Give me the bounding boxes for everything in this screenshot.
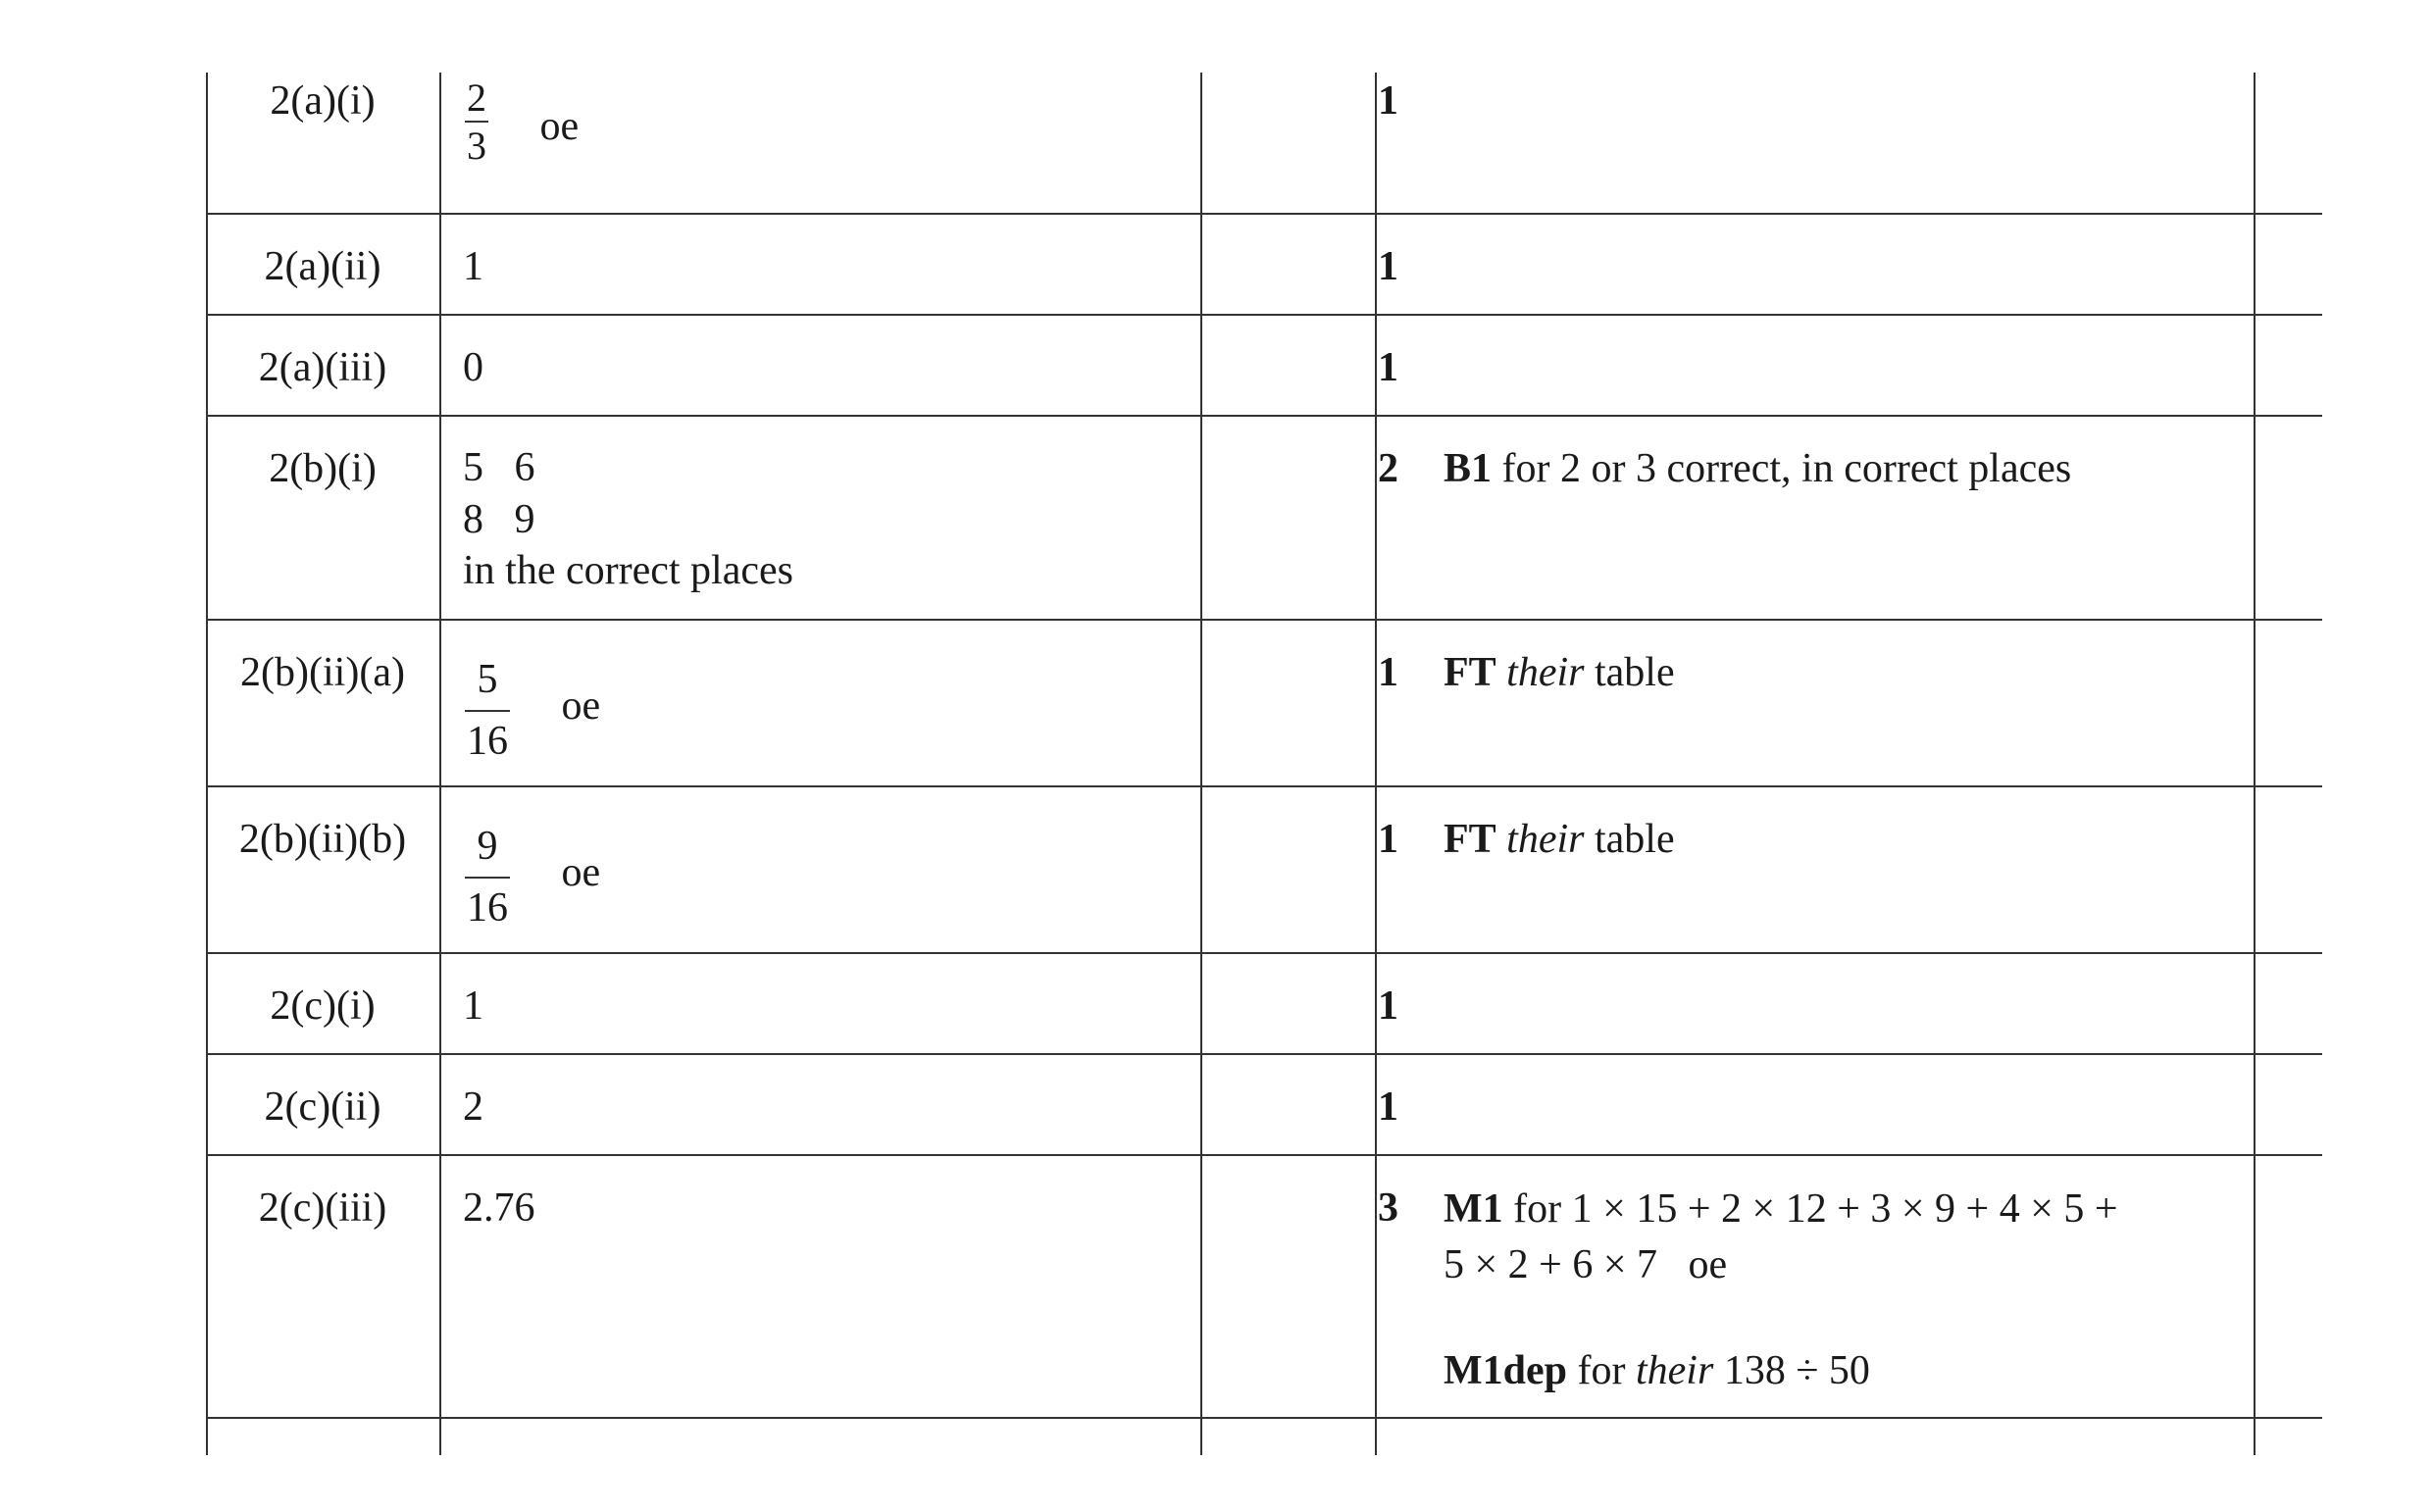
answer-cell <box>439 620 1224 786</box>
guidance-cell <box>1420 214 2322 315</box>
guidance-code: FT <box>1444 817 1496 862</box>
question-number: 2(c)(i) <box>206 953 439 1054</box>
answer-line: in the correct places <box>463 548 793 593</box>
guidance-text: for <box>1567 1348 1636 1394</box>
table-row <box>206 620 2322 786</box>
guidance-cell <box>1420 315 2322 416</box>
guidance-text: table <box>1584 817 1675 862</box>
question-number: 2(a)(ii) <box>206 214 439 315</box>
answer-suffix: oe <box>561 850 601 895</box>
mark-scheme-table <box>206 73 2322 1419</box>
mark-cell: 1 <box>1224 73 1420 214</box>
guidance-m1dep-line <box>1444 1343 2322 1399</box>
mark-cell: 1 <box>1224 214 1420 315</box>
mark-cell: 1 <box>1224 786 1420 953</box>
table-row <box>206 1054 2322 1155</box>
mark-cell: 2 <box>1224 416 1420 620</box>
answer-cell <box>439 786 1224 953</box>
question-number: 2(a)(i) <box>206 73 439 214</box>
question-number: 2(c)(ii) <box>206 1054 439 1155</box>
answer-cell: 2 <box>439 1054 1224 1155</box>
fraction-numerator: 9 <box>477 824 498 869</box>
mark-cell: 1 <box>1224 620 1420 786</box>
answer-line: 8 9 <box>463 496 535 542</box>
table-row <box>206 786 2322 953</box>
guidance-text: for 2 or 3 correct, in correct places <box>1492 446 2072 491</box>
answer-fraction <box>463 817 512 938</box>
guidance-code: FT <box>1444 650 1496 695</box>
guidance-cell <box>1420 1155 2322 1418</box>
fraction-numerator: 5 <box>477 657 498 702</box>
guidance-text: for 1 × 15 + 2 × 12 + 3 × 9 + 4 × 5 + <box>1502 1186 2118 1232</box>
fraction-numerator: 2 <box>467 76 486 120</box>
answer-cell: 2.76 <box>439 1155 1224 1418</box>
guidance-italic: their <box>1506 650 1585 695</box>
table-row <box>206 315 2322 416</box>
guidance-italic: their <box>1506 817 1585 862</box>
table-row <box>206 1155 2322 1418</box>
fraction-denominator: 3 <box>467 124 486 169</box>
table-row <box>206 214 2322 315</box>
mark-cell: 1 <box>1224 1054 1420 1155</box>
table-row <box>206 73 2322 214</box>
guidance-code: M1 <box>1444 1186 1503 1232</box>
answer-cell: 0 <box>439 315 1224 416</box>
question-number: 2(a)(iii) <box>206 315 439 416</box>
question-number: 2(b)(i) <box>206 416 439 620</box>
answer-line: 5 6 <box>463 445 535 490</box>
guidance-text: 138 ÷ 50 <box>1713 1348 1870 1394</box>
guidance-cell <box>1420 416 2322 620</box>
guidance-code: B1 <box>1444 446 1493 491</box>
answer-fraction <box>463 75 490 169</box>
guidance-cell <box>1420 1054 2322 1155</box>
guidance-code: M1dep <box>1444 1348 1567 1394</box>
guidance-cell <box>1420 786 2322 953</box>
spacer <box>1444 1292 2322 1343</box>
answer-suffix: oe <box>539 104 580 149</box>
answer-cell: 1 <box>439 953 1224 1054</box>
answer-cell <box>439 73 1224 214</box>
guidance-text: table <box>1584 650 1675 695</box>
answer-fraction <box>463 650 512 772</box>
answer-suffix: oe <box>561 683 601 729</box>
table-row <box>206 953 2322 1054</box>
guidance-cell <box>1420 620 2322 786</box>
mark-cell: 1 <box>1224 953 1420 1054</box>
mark-scheme-sheet <box>206 0 2256 1512</box>
mark-cell: 3 <box>1224 1155 1420 1418</box>
question-number: 2(c)(iii) <box>206 1155 439 1418</box>
fraction-denominator: 16 <box>467 884 508 931</box>
fraction-denominator: 16 <box>467 718 508 764</box>
guidance-m1-line: 5 × 2 + 6 × 7 oe <box>1444 1241 1728 1287</box>
question-number: 2(b)(ii)(a) <box>206 620 439 786</box>
guidance-cell <box>1420 73 2322 214</box>
table-row <box>206 416 2322 620</box>
question-number: 2(b)(ii)(b) <box>206 786 439 953</box>
answer-cell <box>439 416 1224 620</box>
guidance-cell <box>1420 953 2322 1054</box>
guidance-italic: their <box>1635 1348 1714 1394</box>
guidance-m1-line <box>1444 1182 2322 1237</box>
mark-cell: 1 <box>1224 315 1420 416</box>
answer-cell: 1 <box>439 214 1224 315</box>
